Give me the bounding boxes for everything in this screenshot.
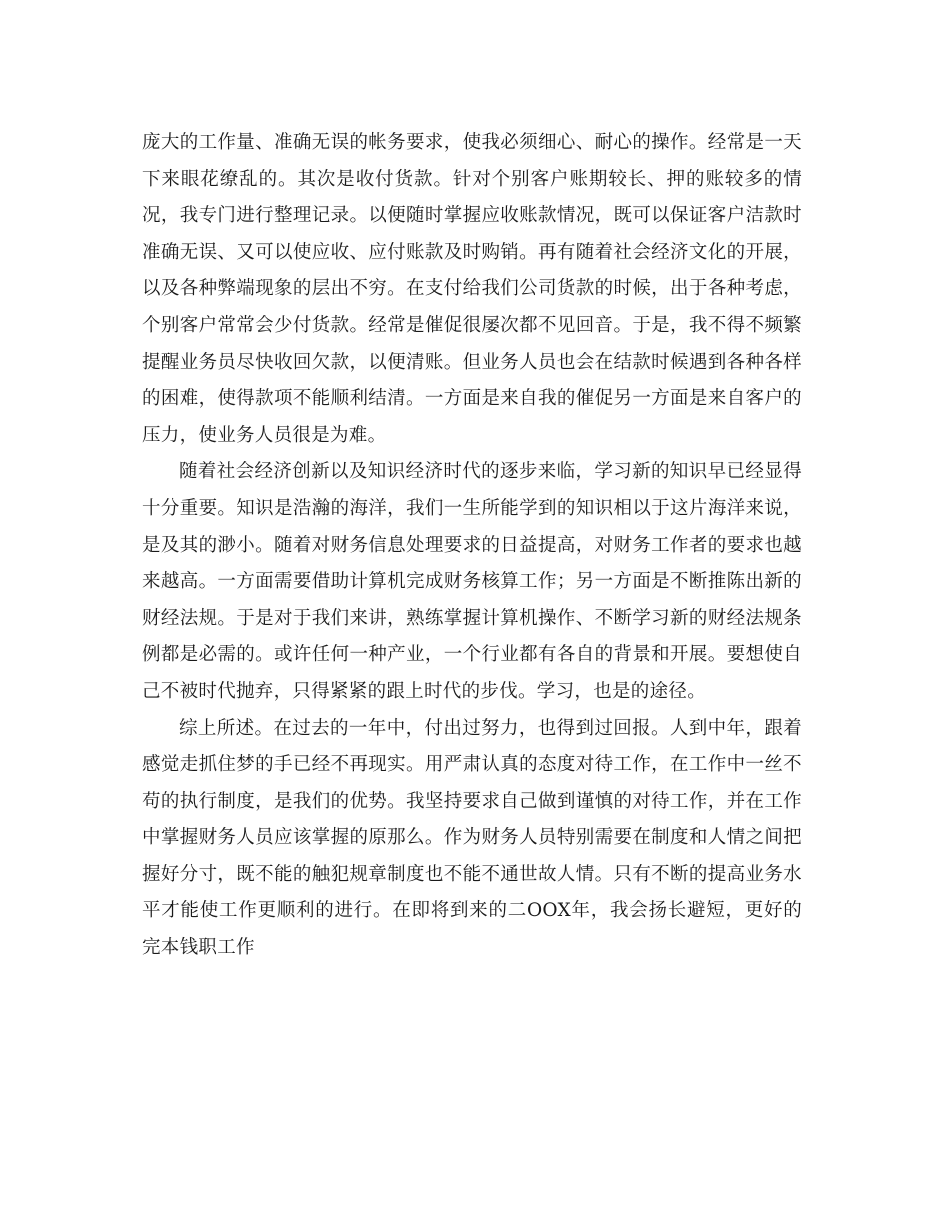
document-body <box>142 125 802 967</box>
paragraph-1: 庞大的工作量、准确无误的帐务要求，使我必须细心、耐心的操作。经常是一天下来眼花缭乱的。其次是收付货款。针对个别客户账期较长、押的账较多的情况，我专门进行整理记录。以便随时掌握应收账款情况，既可以保证客户洁款时准确无误、又可以使应收、应付账款及时购销。再有随着社会经济文化的开展，以及各种弊端现象的层出不穷。在支付给我们公司货款的时候，出于各种考虑，个别客户常常会少付货款。经常是催促很屡次都不见回音。于是，我不得不频繁提醒业务员尽快收回欠款，以便清账。但业务人员也会在结款时候遇到各种各样的困难，使得款项不能顺利结清。一方面是来自我的催促另一方面是来自客户的压力，使业务人员很是为难。 <box>142 132 802 446</box>
paragraph-3: 综上所述。在过去的一年中，付出过努力，也得到过回报。人到中年，跟着感觉走抓住梦的手已经不再现实。用严肃认真的态度对待工作，在工作中一丝不苟的执行制度，是我们的优势。我坚持要求自己做到谨慎的对待工作，并在工作中掌握财务人员应该掌握的原那么。作为财务人员特别需要在制度和人情之间把握好分寸，既不能的触犯规章制度也不能不通世故人情。只有不断的提高业务水平才能使工作更顺利的进行。在即将到来的二OOX年，我会扬长避短，更好的完本钱职工作 <box>142 717 802 959</box>
paragraph-2: 随着社会经济创新以及知识经济时代的逐步来临，学习新的知识早已经显得十分重要。知识是浩瀚的海洋，我们一生所能学到的知识相以于这片海洋来说，是及其的渺小。随着对财务信息处理要求的日益提高，对财务工作者的要求也越来越高。一方面需要借助计算机完成财务核算工作；另一方面是不断推陈出新的财经法规。于是对于我们来讲，熟练掌握计算机操作、不断学习新的财经法规条例都是必需的。或许任何一种产业，一个行业都有各自的背景和开展。要想使自己不被时代抛弃，只得紧紧的跟上时代的步伐。学习，也是的途径。 <box>142 461 802 702</box>
